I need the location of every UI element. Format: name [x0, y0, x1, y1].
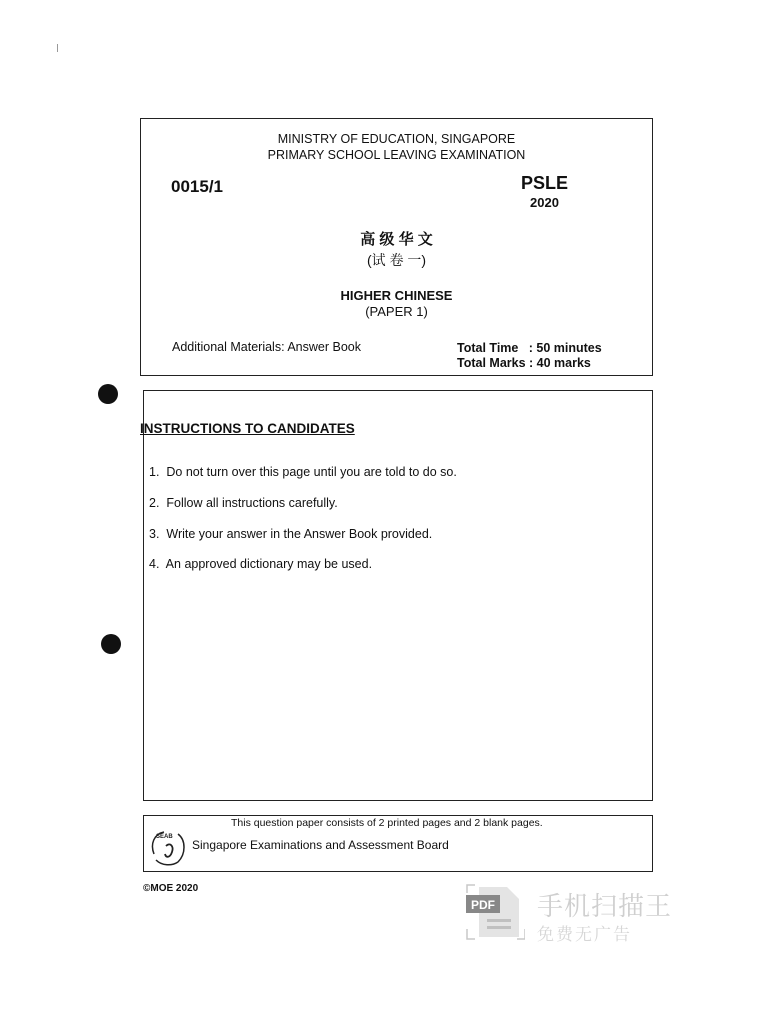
punch-hole — [101, 634, 121, 654]
board-name: Singapore Examinations and Assessment Board — [192, 838, 449, 852]
instruction-item: 3. Write your answer in the Answer Book provided. — [149, 527, 433, 541]
watermark-title: 手机扫描王 — [537, 891, 673, 921]
footer-box — [143, 815, 653, 872]
instruction-item: 2. Follow all instructions carefully. — [149, 496, 338, 510]
svg-text:SEAB: SEAB — [156, 834, 173, 840]
ministry-line: MINISTRY OF EDUCATION, SINGAPORE — [277, 132, 516, 146]
chinese-paper: (试 卷 一) — [366, 252, 427, 268]
svg-text:PDF: PDF — [471, 898, 495, 912]
copyright: ©MOE 2020 — [143, 883, 199, 894]
additional-materials: Additional Materials: Answer Book — [172, 340, 361, 354]
subject-title: HIGHER CHINESE — [340, 288, 453, 303]
watermark-subtitle: 免费无广告 — [537, 925, 632, 944]
pdf-icon — [465, 883, 525, 943]
psle-label: PSLE — [521, 173, 569, 193]
exam-year: 2020 — [530, 195, 559, 210]
instructions-box — [140, 390, 653, 801]
punch-hole — [98, 384, 118, 404]
instructions-heading: INSTRUCTIONS TO CANDIDATES — [140, 421, 355, 436]
paper-number: (PAPER 1) — [365, 304, 428, 319]
exam-line: PRIMARY SCHOOL LEAVING EXAMINATION — [267, 148, 526, 162]
chinese-title: 高 级 华 文 — [360, 231, 433, 248]
seab-logo — [148, 824, 188, 868]
instruction-item: 1. Do not turn over this page until you are told to do so. — [149, 465, 457, 479]
scan-mark — [57, 44, 58, 52]
pages-note: This question paper consists of 2 printed pages and 2 blank pages. — [231, 817, 543, 829]
instruction-item: 4. An approved dictionary may be used. — [149, 557, 373, 571]
total-time: Total Time : 50 minutes — [457, 341, 602, 355]
header-box — [140, 118, 653, 376]
paper-code: 0015/1 — [171, 177, 223, 196]
total-marks: Total Marks : 40 marks — [457, 356, 591, 370]
